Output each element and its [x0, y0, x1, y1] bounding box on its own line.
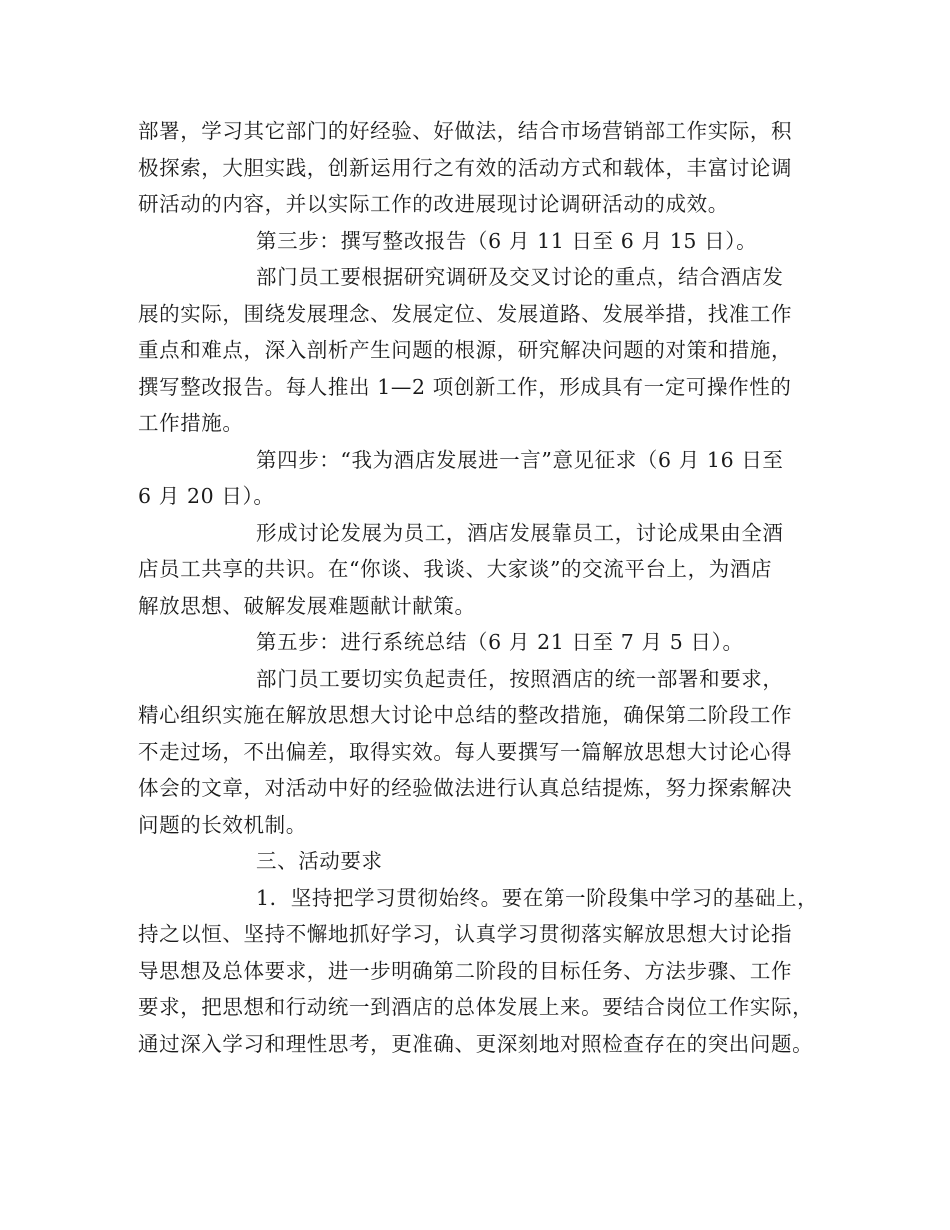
paragraph-first-line: 1．坚持把学习贯彻始终。要在第一阶段集中学习的基础上， — [256, 885, 819, 910]
text-line: 问题的长效机制。 — [138, 812, 307, 837]
text-line: 解放思想、破解发展难题献计献策。 — [138, 593, 476, 618]
section-heading-step-five: 第五步：进行系统总结（6 月 21 日至 7 月 5 日）。 — [256, 630, 744, 654]
paragraph-first-line: 部门员工要切实负起责任，按照酒店的统一部署和要求， — [256, 666, 784, 691]
section-heading-step-four: 第四步：“我为酒店发展进一言”意见征求（6 月 16 日至 — [256, 447, 784, 472]
text-line: 要求，把思想和行动统一到酒店的总体发展上来。要结合岗位工作实际， — [138, 995, 814, 1019]
text-line: 精心组织实施在解放思想大讨论中总结的整改措施，确保第二阶段工作 — [138, 703, 793, 727]
section-heading-activity-requirements: 三、活动要求 — [256, 849, 383, 873]
text-line: 工作措施。 — [138, 411, 244, 435]
text-line: 极探索，大胆实践，创新运用行之有效的活动方式和载体，丰富讨论调 — [138, 155, 793, 180]
text-line: 撰写整改报告。每人推出 1—2 项创新工作，形成具有一定可操作性的 — [138, 374, 792, 399]
text-line: 店员工共享的共识。在“你谈、我谈、大家谈”的交流平台上，为酒店 — [138, 557, 773, 581]
section-heading-step-three: 第三步：撰写整改报告（6 月 11 日至 6 月 15 日）。 — [256, 228, 758, 253]
text-line: 6 月 20 日）。 — [138, 484, 275, 508]
text-line: 通过深入学习和理性思考，更准确、更深刻地对照检查存在的突出问题。 — [138, 1031, 814, 1056]
paragraph-first-line: 形成讨论发展为员工，酒店发展靠员工，讨论成果由全酒 — [256, 520, 784, 545]
text-line: 导思想及总体要求，进一步明确第二阶段的目标任务、方法步骤、工作 — [138, 958, 793, 983]
text-line: 持之以恒、坚持不懈地抓好学习，认真学习贯彻落实解放思想大讨论指 — [138, 922, 793, 946]
text-line: 重点和难点，深入剖析产生问题的根源，研究解决问题的对策和措施， — [138, 338, 793, 362]
text-line: 体会的文章，对活动中好的经验做法进行认真总结提炼，努力探索解决 — [138, 776, 793, 800]
text-line: 展的实际，围绕发展理念、发展定位、发展道路、发展举措，找准工作 — [138, 301, 793, 326]
document-body — [138, 113, 828, 1062]
paragraph-first-line: 部门员工要根据研究调研及交叉讨论的重点，结合酒店发 — [256, 265, 784, 289]
text-line: 不走过场，不出偏差，取得实效。每人要撰写一篇解放思想大讨论心得 — [138, 739, 793, 764]
text-line: 部署，学习其它部门的好经验、好做法，结合市场营销部工作实际，积 — [138, 119, 793, 143]
text-line: 研活动的内容，并以实际工作的改进展现讨论调研活动的成效。 — [138, 192, 729, 216]
